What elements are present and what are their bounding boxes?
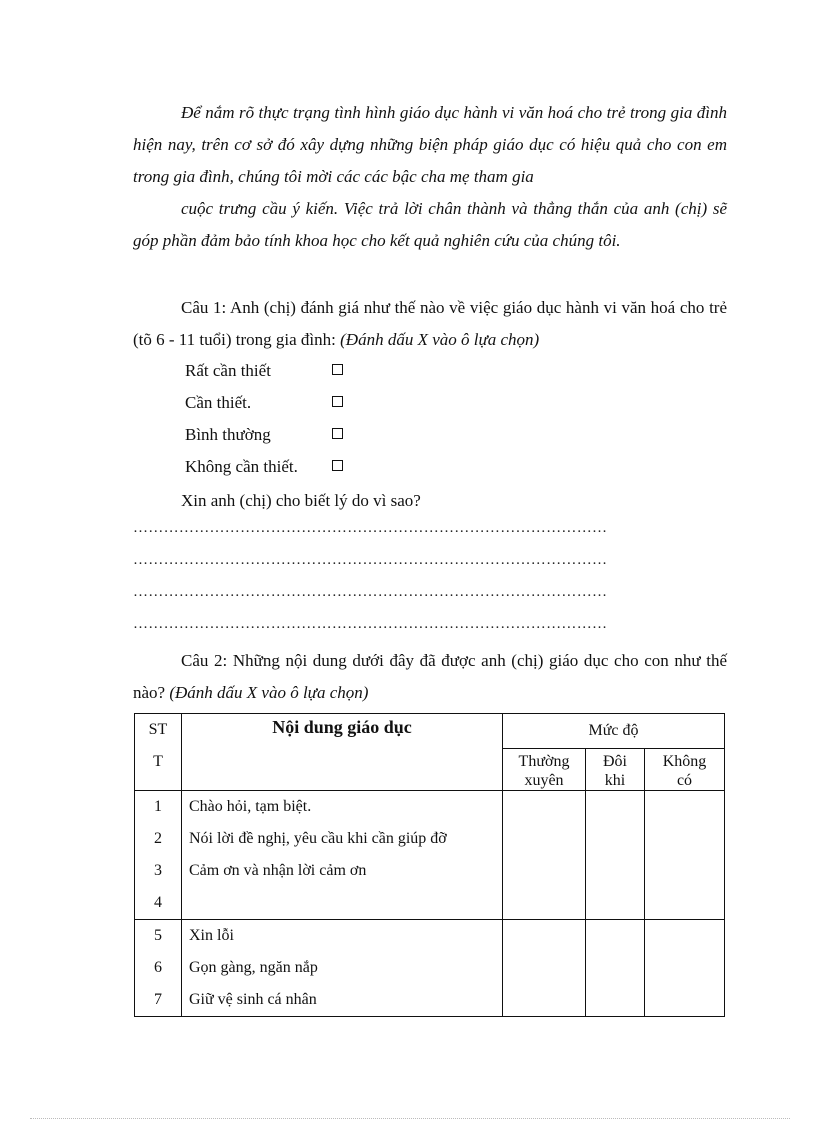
row-number: 1 <box>154 798 162 815</box>
level-col-khong-co <box>645 749 725 791</box>
page-bottom-border <box>30 1118 790 1119</box>
intro-text-1: Để nắm rõ thực trạng tình hình giáo dục hành vi văn hoá cho trẻ trong gia đình hiện nay, trên cơ sở đó xây dựng những biện pháp giáo dục có hiệu quả cho con em trong gia đình, chúng tôi mời các các bậc cha mẹ tham gia <box>133 103 727 186</box>
option-label: Bình thường <box>185 425 271 444</box>
question-1-text: Câu 1: Anh (chị) đánh giá như thế nào về việc giáo dục hành vi văn hoá cho trẻ (tõ 6 - 11 tuổi) trong gia đình: <box>133 298 727 349</box>
checkbox[interactable] <box>332 460 343 471</box>
answer-line-1[interactable]: ………………………………………………………………………………… <box>133 520 608 536</box>
education-content-table <box>134 713 725 1017</box>
question-1 <box>133 292 727 356</box>
option-label: Không cần thiết. <box>185 457 298 476</box>
row-number: 4 <box>154 894 162 911</box>
row-number: 3 <box>154 862 162 879</box>
content-header <box>182 714 503 791</box>
row-numbers <box>135 791 182 920</box>
row-content: Gọn gàng, ngăn nắp <box>189 959 318 976</box>
row-contents <box>182 791 503 920</box>
row-content: Giữ vệ sinh cá nhân <box>189 991 317 1008</box>
option-can-thiet[interactable] <box>185 387 385 419</box>
row-content: Nói lời đề nghị, yêu cầu khi cần giúp đỡ <box>189 830 447 847</box>
intro-text-2: cuộc trưng cầu ý kiến. Việc trả lời chân thành và thẳng thắn của anh (chị) sẽ góp phần đảm bảo tính khoa học cho kết quả nghiên cứu của chúng tôi. <box>133 199 727 250</box>
mark-cell[interactable] <box>645 920 725 1017</box>
option-rat-can-thiet[interactable] <box>185 355 385 387</box>
row-number: 2 <box>154 830 162 847</box>
row-number: 7 <box>154 991 162 1008</box>
answer-line-4[interactable]: ………………………………………………………………………………… <box>133 616 608 632</box>
checkbox[interactable] <box>332 428 343 439</box>
level-header: Mức độ <box>503 714 725 749</box>
answer-line-2[interactable]: ………………………………………………………………………………… <box>133 552 608 568</box>
mark-cell[interactable] <box>586 791 645 920</box>
row-content: Cảm ơn và nhận lời cảm ơn <box>189 862 367 879</box>
mark-cell[interactable] <box>586 920 645 1017</box>
row-number: 6 <box>154 959 162 976</box>
option-binh-thuong[interactable] <box>185 419 385 451</box>
question-1-options <box>185 355 385 483</box>
mark-cell[interactable] <box>503 791 586 920</box>
stt-header-line1: ST <box>148 721 168 738</box>
checkbox[interactable] <box>332 364 343 375</box>
row-numbers <box>135 920 182 1017</box>
level-col-text: xuyên <box>524 772 564 789</box>
question-2-instruction: (Đánh dấu X vào ô lựa chọn) <box>169 683 369 702</box>
option-khong-can-thiet[interactable] <box>185 451 385 483</box>
level-col-text: Đôi <box>603 753 627 770</box>
stt-header-line2: T <box>153 753 163 770</box>
level-col-text: Không <box>662 753 707 770</box>
option-label: Rất cần thiết <box>185 361 271 380</box>
mark-cell[interactable] <box>503 920 586 1017</box>
question-2 <box>133 645 727 709</box>
content-header-text: Nội dung giáo dục <box>272 717 412 737</box>
mark-cell[interactable] <box>645 791 725 920</box>
why-question: Xin anh (chị) cho biết lý do vì sao? <box>181 491 421 510</box>
stt-header <box>135 714 182 791</box>
level-col-text: khi <box>604 772 626 789</box>
level-col-doi-khi <box>586 749 645 791</box>
row-number: 5 <box>154 927 162 944</box>
question-1-instruction: (Đánh dấu X vào ô lựa chọn) <box>340 330 540 349</box>
row-content: Chào hỏi, tạm biệt. <box>189 798 312 815</box>
option-label: Cần thiết. <box>185 393 252 412</box>
row-content: Xin lỗi <box>189 927 234 944</box>
checkbox[interactable] <box>332 396 343 407</box>
row-contents <box>182 920 503 1017</box>
table-row <box>135 920 725 1017</box>
answer-line-3[interactable]: ………………………………………………………………………………… <box>133 584 608 600</box>
intro-paragraph <box>133 97 727 257</box>
question-2-text: Câu 2: Những nội dung dưới đây đã được anh (chị) giáo dục cho con như thế nào? <box>133 651 727 702</box>
level-col-text: Thường <box>518 753 570 770</box>
level-col-text: có <box>676 772 693 789</box>
level-col-thuong-xuyen <box>503 749 586 791</box>
table-row <box>135 791 725 920</box>
